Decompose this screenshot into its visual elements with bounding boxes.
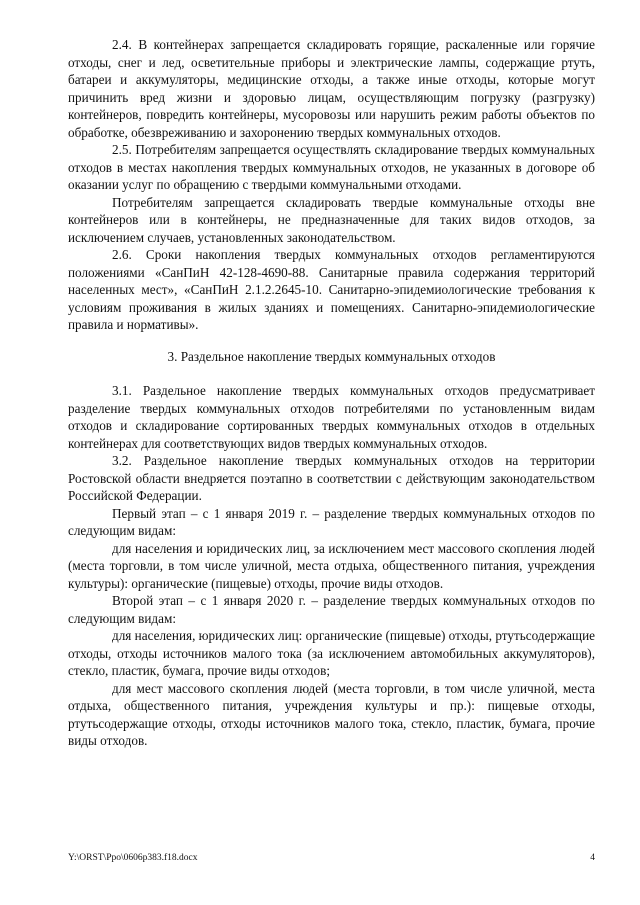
paragraph-first-stage: Первый этап – с 1 января 2019 г. – разделение твердых коммунальных отходов по следующим видам: xyxy=(68,505,595,538)
paragraph-3-1: 3.1. Раздельное накопление твердых коммунальных отходов предусматривает разделение твердых коммунальных отходов потребителями по установленным видам отходов и складирование сортированных твердых коммунальных отходов в отдельных контейнерах для соответствующих видов твердых коммунальных отходов. xyxy=(68,383,595,451)
paragraph-2-6: 2.6. Сроки накопления твердых коммунальных отходов регламентируются положениями «СанПиН 42-128-4690-88. Санитарные правила содержания территорий населенных мест», «СанПиН 2.1.2.2645-10. Санитарно-эпидемиологические требования к условиям проживания в жилых зданиях и помещениях. Санитарно-эпидемиологические правила и нормативы». xyxy=(68,247,595,332)
paragraph-second-stage-mass-places: для мест массового скопления людей (места торговли, в том числе уличной, места отдыха, общественного питания, учреждения культуры и пр.): пищевые отходы, ртутьсодержащие отходы, отходы источников малого тока, стекло, пластик, бумага, прочие виды отходов. xyxy=(68,680,595,748)
paragraph-2-5-continuation: Потребителям запрещается складировать твердые коммунальные отходы вне контейнеров или в контейнеры, не предназначенные для таких видов отходов, за исключением случаев, установленных законодательством. xyxy=(68,194,595,245)
paragraph-second-stage-population: для населения, юридических лиц: органические (пищевые) отходы, ртутьсодержащие отходы, отходы источников малого тока (за исключением автомобильных аккумуляторов), стекло, пластик, бумага, прочие виды отходов; xyxy=(68,628,595,678)
section-heading: 3. Раздельное накопление твердых коммунальных отходов xyxy=(167,348,496,364)
paragraph-2-4: 2.4. В контейнерах запрещается складировать горящие, раскаленные или горячие отходы, снег и лед, осветительные приборы и электрические лампы, содержащие ртуть, батареи и аккумуляторы, медицинские отходы, а также иные отходы, которые могут причинить вред жизни и здоровью лицам, осуществляющим погрузку (разгрузку) контейнеров, повредить контейнеры, мусоровозы или нарушить режим работы объектов по обработке, обезвреживанию и захоронению твердых коммунальных отходов. xyxy=(68,37,595,140)
footer-file-path: Y:\ORST\Ppo\0606p383.f18.docx xyxy=(68,853,198,863)
footer-page-number: 4 xyxy=(590,853,595,863)
document-page xyxy=(68,36,595,750)
page-footer xyxy=(68,853,595,863)
paragraph-second-stage: Второй этап – с 1 января 2020 г. – разделение твердых коммунальных отходов по следующим видам: xyxy=(68,593,595,626)
paragraph-first-stage-population: для населения и юридических лиц, за исключением мест массового скопления людей (места торговли, в том числе уличной, места отдыха, общественного питания, учреждения культуры): органические (пищевые) отходы, прочие виды отходов. xyxy=(68,540,595,591)
paragraph-3-2: 3.2. Раздельное накопление твердых коммунальных отходов на территории Ростовской области внедряется поэтапно в соответствии с действующим законодательством Российской Федерации. xyxy=(68,453,595,503)
paragraph-2-5: 2.5. Потребителям запрещается осуществлять складирование твердых коммунальных отходов в местах накопления твердых коммунальных отходов, не указанных в договоре об оказании услуг по обращению с твердыми коммунальными отходами. xyxy=(68,142,595,192)
